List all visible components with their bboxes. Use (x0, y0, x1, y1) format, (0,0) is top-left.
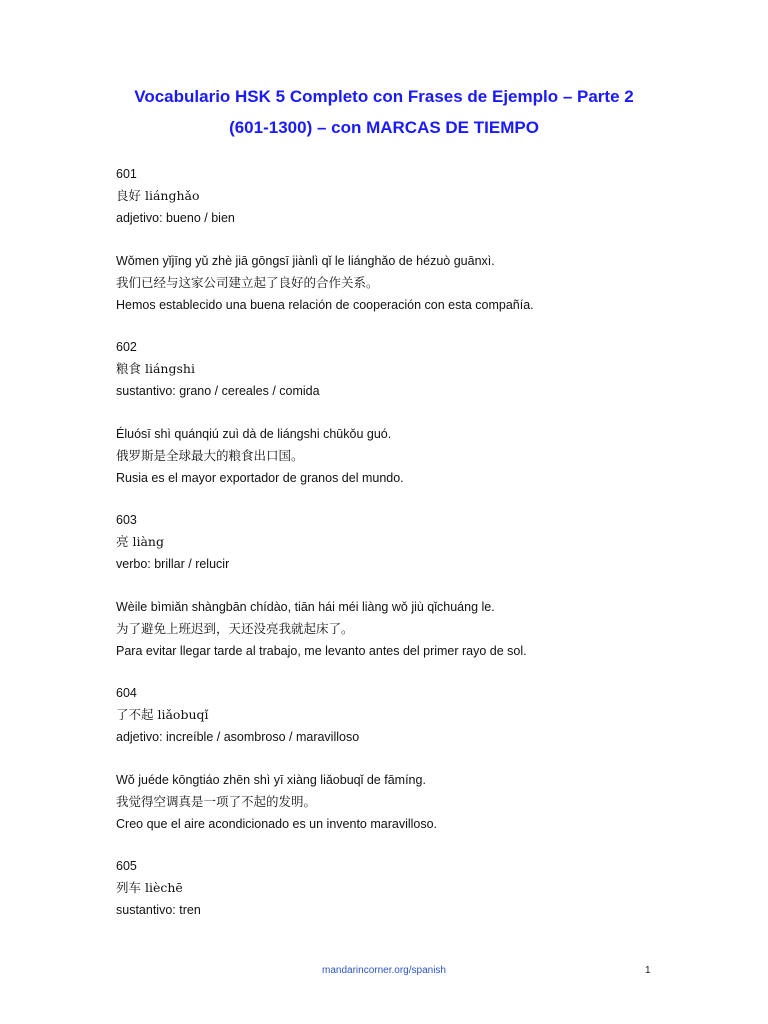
entry-definition: sustantivo: grano / cereales / comida (116, 384, 320, 398)
entry-definition: sustantivo: tren (116, 903, 201, 917)
entry-number: 605 (116, 859, 137, 873)
entry-word: 良好 liánghǎo (116, 188, 200, 203)
page-number: 1 (645, 965, 651, 976)
entry-definition: adjetivo: increíble / asombroso / maravilloso (116, 730, 360, 744)
example-chinese: 俄罗斯是全球最大的粮食出口国。 (116, 448, 304, 463)
entry-number: 604 (116, 686, 137, 700)
document-title-line2: (601-1300) – con MARCAS DE TIEMPO (229, 118, 539, 137)
entry-definition: adjetivo: bueno / bien (116, 211, 235, 225)
entry-word: 亮 liàng (116, 534, 164, 549)
entry-number: 602 (116, 340, 137, 354)
example-chinese: 我觉得空调真是一项了不起的发明。 (116, 794, 317, 809)
entry-definition: verbo: brillar / relucir (116, 557, 230, 571)
example-spanish: Hemos establecido una buena relación de cooperación con esta compañía. (116, 298, 534, 312)
entry-word: 列车 lièchē (116, 880, 183, 895)
entry-number: 603 (116, 513, 137, 527)
entry-number: 601 (116, 167, 137, 181)
footer-link[interactable]: mandarincorner.org/spanish (322, 965, 446, 976)
example-spanish: Creo que el aire acondicionado es un invento maravilloso. (116, 817, 438, 831)
entry-word: 粮食 liángshi (116, 361, 195, 376)
example-pinyin: Éluósī shì quánqiú zuì dà de liángshi chūkǒu guó. (116, 427, 392, 441)
example-chinese: 为了避免上班迟到，天还没亮我就起床了。 (116, 621, 354, 636)
example-chinese: 我们已经与这家公司建立起了良好的合作关系。 (116, 275, 379, 290)
example-pinyin: Wǒmen yǐjīng yǔ zhè jiā gōngsī jiànlì qǐ le liánghǎo de hézuò guānxì. (116, 254, 495, 268)
entry-word: 了不起 liǎobuqǐ (116, 707, 209, 722)
document-title-line1: Vocabulario HSK 5 Completo con Frases de Ejemplo – Parte 2 (134, 87, 634, 106)
example-spanish: Para evitar llegar tarde al trabajo, me levanto antes del primer rayo de sol. (116, 644, 527, 658)
example-pinyin: Wǒ juéde kōngtiáo zhēn shì yī xiàng liǎobuqǐ de fāmíng. (116, 773, 426, 787)
example-pinyin: Wèile bìmiǎn shàngbān chídào, tiān hái méi liàng wǒ jiù qǐchuáng le. (116, 600, 495, 614)
example-spanish: Rusia es el mayor exportador de granos del mundo. (116, 471, 404, 485)
